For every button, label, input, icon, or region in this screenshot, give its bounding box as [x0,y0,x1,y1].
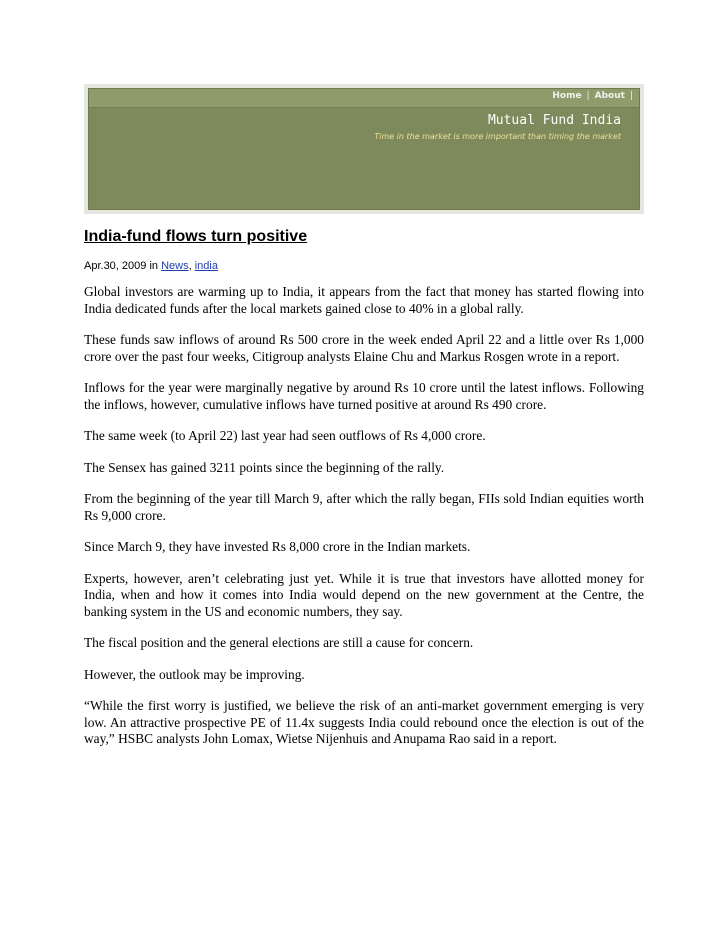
nav-home-link[interactable]: Home [552,91,582,101]
category-link-india[interactable]: india [194,260,218,272]
post-content [84,226,644,763]
post-paragraph: These funds saw inflows of around Rs 500 crore in the week ended April 22 and a little over Rs 1,000 crore over the past four weeks, Citigroup analysts Elaine Chu and Markus Rosgen wrote in a report. [84,332,644,364]
post-paragraph: Since March 9, they have invested Rs 8,000 crore in the Indian markets. [84,539,471,554]
top-nav [547,91,633,101]
category-link-news[interactable]: News [161,260,189,272]
site-banner [88,88,640,210]
category-separator: , [188,260,192,272]
nav-separator: | [586,91,590,101]
site-banner-frame [84,84,644,214]
post-paragraph: The Sensex has gained 3211 points since the beginning of the rally. [84,459,445,475]
post-in-label: in [149,260,159,272]
post-body [84,284,644,748]
site-title[interactable]: Mutual Fund India [487,113,621,128]
post-paragraph: From the beginning of the year till March 9, after which the rally began, FIIs sold Indian equities worth Rs 9,000 crore. [84,491,644,523]
site-tagline: Time in the market is more important than timing the market [374,132,621,141]
post-paragraph: Global investors are warming up to India, it appears from the fact that money has started flowing into India dedicated funds after the local markets gained close to 40% in a global rally. [84,284,644,316]
post-paragraph: Experts, however, aren’t celebrating just yet. While it is true that investors have allotted money for India, when and how it comes into India would depend on the new government at the Centre, the banking system in the US and economic numbers, they say. [84,570,644,619]
post-meta [84,258,644,274]
post-paragraph: The fiscal position and the general elections are still a cause for concern. [84,635,474,650]
post-title[interactable]: India-fund flows turn positive [84,228,308,245]
nav-about-link[interactable]: About [594,91,625,101]
nav-separator: | [629,91,633,101]
post-paragraph: Inflows for the year were marginally negative by around Rs 10 crore until the latest inflows. Following the inflows, however, cumulative inflows have turned positive at around Rs 490 crore. [84,380,644,412]
post-paragraph: The same week (to April 22) last year had seen outflows of Rs 4,000 crore. [84,428,486,443]
post-paragraph: However, the outlook may be improving. [84,666,305,682]
post-paragraph: “While the first worry is justified, we believe the risk of an anti-market government emerging is very low. An attractive prospective PE of 11.4x suggests India could rebound once the election is out of the way,” HSBC analysts John Lomax, Wietse Nijenhuis and Anupama Rao said in a report. [84,698,644,746]
post-date: Apr.30, 2009 [84,260,147,272]
